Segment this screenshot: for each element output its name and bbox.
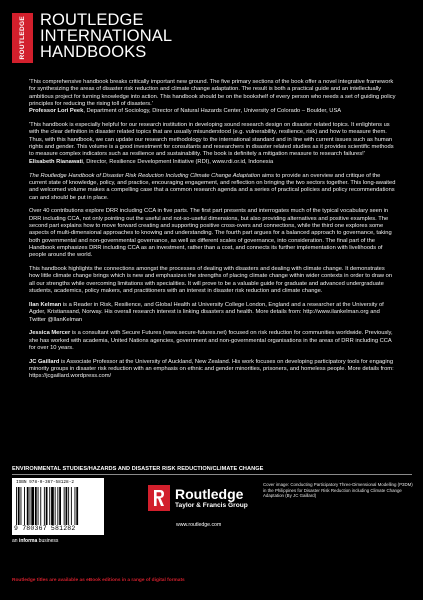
- endorsement-quote: 'This handbook is especially helpful for our research institution in developing sound research design on disaster related topics. It enlightens us with the clear definition in disaster related topics that are usually misunderstood (e.g. vulnerability, resilience, risk) and how to measure them. Thus, with this handbook, we can update our research methodology to the international standard and in line with current issues such as human rights and gender. This volume is a good investment for consultants and researchers in disaster related studies as it provides scientific methods to measure complex indicators such as resilience and sustainability. The book is definitely a mitigation measure to research failures!' Elisabeth Rianawati, Director, Resilience Development Initiative (RDI), www.rdi.or.id, Indonesia: [29, 122, 394, 165]
- barcode-bar: [75, 487, 76, 525]
- barcode-bar: [59, 487, 61, 525]
- divider: [12, 474, 412, 475]
- blurb-content: [29, 79, 396, 387]
- barcode-bar: [40, 487, 41, 525]
- barcode-bar: [44, 487, 45, 525]
- publisher-url: www.routledge.com: [176, 522, 222, 528]
- editor-name: Ilan Kelman: [29, 301, 62, 308]
- imprint-label: an informa business: [12, 538, 59, 544]
- barcode-bar: [57, 487, 58, 525]
- barcode-bar: [64, 487, 65, 525]
- description-paragraph: The Routledge Handbook of Disaster Risk Reduction Including Climate Change Adaptation aims to provide an overview and critique of the current state of knowledge, policy, and practice, encouraging engagement, and reflection on bringing the two sectors together. This long-awaited and welcomed volume makes a compelling case that a common research agenda and a series of practical policies and policy recommendations can and should be put in place.: [29, 172, 396, 201]
- barcode-bars: [16, 487, 100, 525]
- editor-name: Jessica Mercer: [29, 330, 71, 337]
- barcode-bar: [49, 487, 50, 525]
- isbn-label: ISBN 978-0-367-58128-2: [16, 480, 74, 485]
- barcode-bar: [76, 487, 78, 525]
- editor-bio: Jessica Mercer is a consultant with Secure Futures (www.secure-futures.net) focused on risk reduction for communities worldwide. Previously, she has worked with academia, United Nations agencies, government and non-governmental organisations in the areas of DRR including CCA for over 10 years.: [29, 330, 393, 351]
- publisher-group: Taylor & Francis Group: [175, 502, 248, 509]
- barcode-bar: [16, 487, 17, 525]
- publisher-logo: [148, 485, 248, 511]
- barcode-bar: [24, 487, 25, 525]
- publisher-name: Routledge: [175, 486, 244, 502]
- barcode-bar: [35, 487, 37, 525]
- barcode-bar: [55, 487, 56, 525]
- description-paragraph: This handbook highlights the connections amongst the processes of dealing with disasters and dealing with climate change. It demonstrates how little climate change brings which is new and emphasizes the strengths of placing climate change within wider contexts in order to draw on all our strengths while overcoming limitations with specialities. It will prove to be a valuable guide for graduate and advanced undergraduate students, academics, policy makers, and practitioners with an interest in disaster risk reduction and climate change.: [29, 266, 393, 295]
- book-title: The Routledge Handbook of Disaster Risk Reduction Including Climate Change Adaptation: [29, 172, 261, 179]
- barcode: [12, 478, 104, 535]
- series-logo: ROUTLEDGE: [12, 13, 33, 63]
- barcode-digits: 9 780367 581282: [14, 525, 76, 532]
- subject-category: ENVIRONMENTAL STUDIES/HAZARDS AND DISASTER RISK REDUCTION/CLIMATE CHANGE: [12, 466, 264, 472]
- barcode-bar: [51, 487, 54, 525]
- barcode-bar: [31, 487, 34, 525]
- barcode-bar: [21, 487, 22, 525]
- barcode-bar: [30, 487, 31, 525]
- barcode-bar: [66, 487, 68, 525]
- endorsement-quote: 'This comprehensive handbook breaks critically important new ground. The five primary sections of the book offer a novel integrative framework for synthesizing the areas of disaster risk reduction and climate change adaptation. The result is both a practical guide and an intellectually ambitious project for turning knowledge into action. This handbook should be on the bookshelf of every person who needs a set of guiding policy principles for reducing the rising toll of disasters.' Professor Lori Peek, Department of Sociology, Director of Natural Hazards Center, University of Colorado – Boulder, USA: [29, 79, 396, 115]
- publisher-text: [175, 487, 248, 509]
- barcode-bar: [71, 487, 72, 525]
- series-title: ROUTLEDGE INTERNATIONAL HANDBOOKS: [40, 11, 173, 61]
- cover-image-credit: Cover image: Conducting Participatory Three-Dimensional Modelling (P3DM) in the Philippines for Disaster Risk Reduction including Climate Change Adaptation (By JC Gaillard): [263, 482, 413, 499]
- editor-bio: Ilan Kelman is a Reader in Risk, Resilience, and Global Health at University College London, England and a researcher at the University of Agder, Kristiansand, Norway. His overall research interest is linking disasters and health. More details from: http://www.ilankelman.org and Twitter @IlanKelman: [29, 301, 384, 323]
- barcode-bar: [68, 487, 69, 525]
- editor-name: JC Gaillard: [29, 358, 60, 365]
- barcode-bar: [27, 487, 29, 525]
- editor-bio: JC Gaillard is Associate Professor at the University of Auckland, New Zealand. His work focuses on developing participatory tools for engaging minority groups in disaster risk reduction with an emphasis on ethnic and gender minorities, prisoners, and homeless people. More details from: https://jcgaillard.wordpress.com/: [29, 358, 394, 380]
- routledge-mark-icon: [148, 485, 170, 511]
- barcode-bar: [38, 487, 39, 525]
- barcode-bar: [18, 487, 20, 525]
- description-paragraph: Over 40 contributions explore DRR including CCA in five parts. The first part presents and interrogates much of the typical vocabulary seen in DRR including CCA, not only pointing out the useful and not-so-useful dimensions, but also providing alternatives and positive examples. The second part explains how to move forward creating and supporting positive cross-overs and connections, while the third one explores some aspects of multi-dimensional approaches to knowing and understanding. The fourth part argues for a balanced approach to governance, taking both governmental and non-governmental governance, as well as different scales of governance, into consideration. The final part of the Handbook emphasizes DRR including CCA as an investment, rather than a cost, and connects its further implementation with livelihoods of people around the world.: [29, 208, 392, 259]
- quote-author: Professor Lori Peek: [29, 108, 84, 115]
- ebook-notice: Routledge titles are available as eBook editions in a range of digital formats: [12, 578, 185, 583]
- quote-author: Elisabeth Rianawati: [29, 158, 84, 165]
- barcode-bar: [46, 487, 48, 525]
